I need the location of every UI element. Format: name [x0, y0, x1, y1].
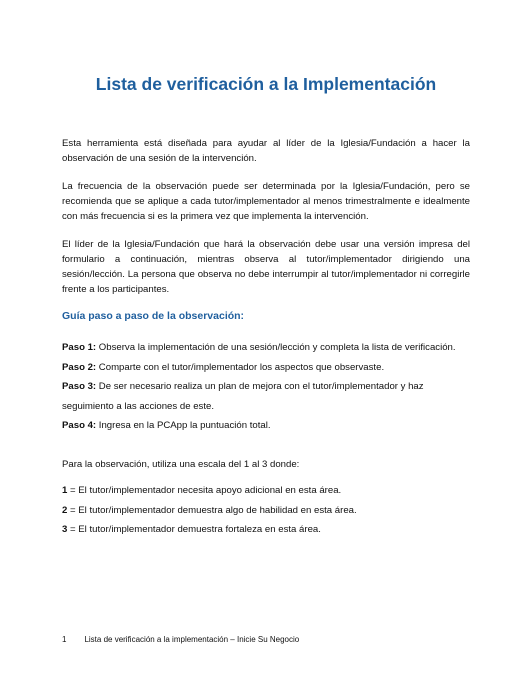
guide-heading: Guía paso a paso de la observación: — [62, 310, 245, 322]
steps-list — [62, 338, 470, 436]
step-text: Observa la implementación de una sesión/lección y completa la lista de verificación. — [96, 342, 456, 353]
scale-text: = El tutor/implementador demuestra fortaleza en esta área. — [67, 524, 321, 535]
step-3 — [62, 377, 470, 416]
step-1 — [62, 338, 470, 358]
step-label: Paso 3: — [62, 381, 97, 392]
observer-paragraph: El líder de la Iglesia/Fundación que hará la observación debe usar una versión impresa del formulario a continuación, mientras observa al tutor/implementador dirigiendo una sesión/lección. La persona que observa no debe interrumpir al tutor/implementador ni corregirle frente a los participantes. — [62, 239, 470, 295]
step-label: Paso 2: — [62, 361, 97, 373]
step-label: Paso 4: — [62, 420, 97, 431]
step-label: Paso 1: — [62, 342, 97, 353]
scale-item-1 — [62, 481, 470, 501]
step-2 — [62, 358, 470, 378]
step-4 — [62, 416, 470, 436]
scale-number: 3 — [62, 524, 68, 535]
step-text: Ingresa en la PCApp la puntuación total. — [96, 420, 271, 431]
scale-text: = El tutor/implementador demuestra algo de habilidad en esta área. — [67, 504, 357, 516]
scale-item-3 — [62, 520, 470, 540]
step-text: De ser necesario realiza un plan de mejora con el tutor/implementador y haz seguimiento a las acciones de este. — [62, 381, 424, 412]
footer-text: Lista de verificación a la implementación – Inicie Su Negocio — [84, 635, 300, 644]
scale-text: = El tutor/implementador necesita apoyo adicional en esta área. — [67, 485, 342, 496]
step-text: Comparte con el tutor/implementador los aspectos que observaste. — [96, 361, 385, 373]
scale-list — [62, 481, 470, 540]
scale-number: 2 — [62, 504, 68, 516]
frequency-paragraph: La frecuencia de la observación puede ser determinada por la Iglesia/Fundación, pero se recomienda que se aplique a cada tutor/implementador al menos trimestralmente e idealmente con más frecuencia si es la primera vez que implementa la intervención. — [62, 181, 470, 222]
page-title: Lista de verificación a la Implementación — [95, 74, 437, 94]
scale-item-2 — [62, 501, 470, 521]
scale-number: 1 — [62, 485, 68, 496]
intro-paragraph: Esta herramienta está diseñada para ayudar al líder de la Iglesia/Fundación a hacer la observación de una sesión de la intervención. — [62, 138, 470, 164]
scale-intro: Para la observación, utiliza una escala del 1 al 3 donde: — [62, 459, 300, 470]
page-footer — [62, 635, 299, 644]
page-number: 1 — [62, 635, 67, 644]
